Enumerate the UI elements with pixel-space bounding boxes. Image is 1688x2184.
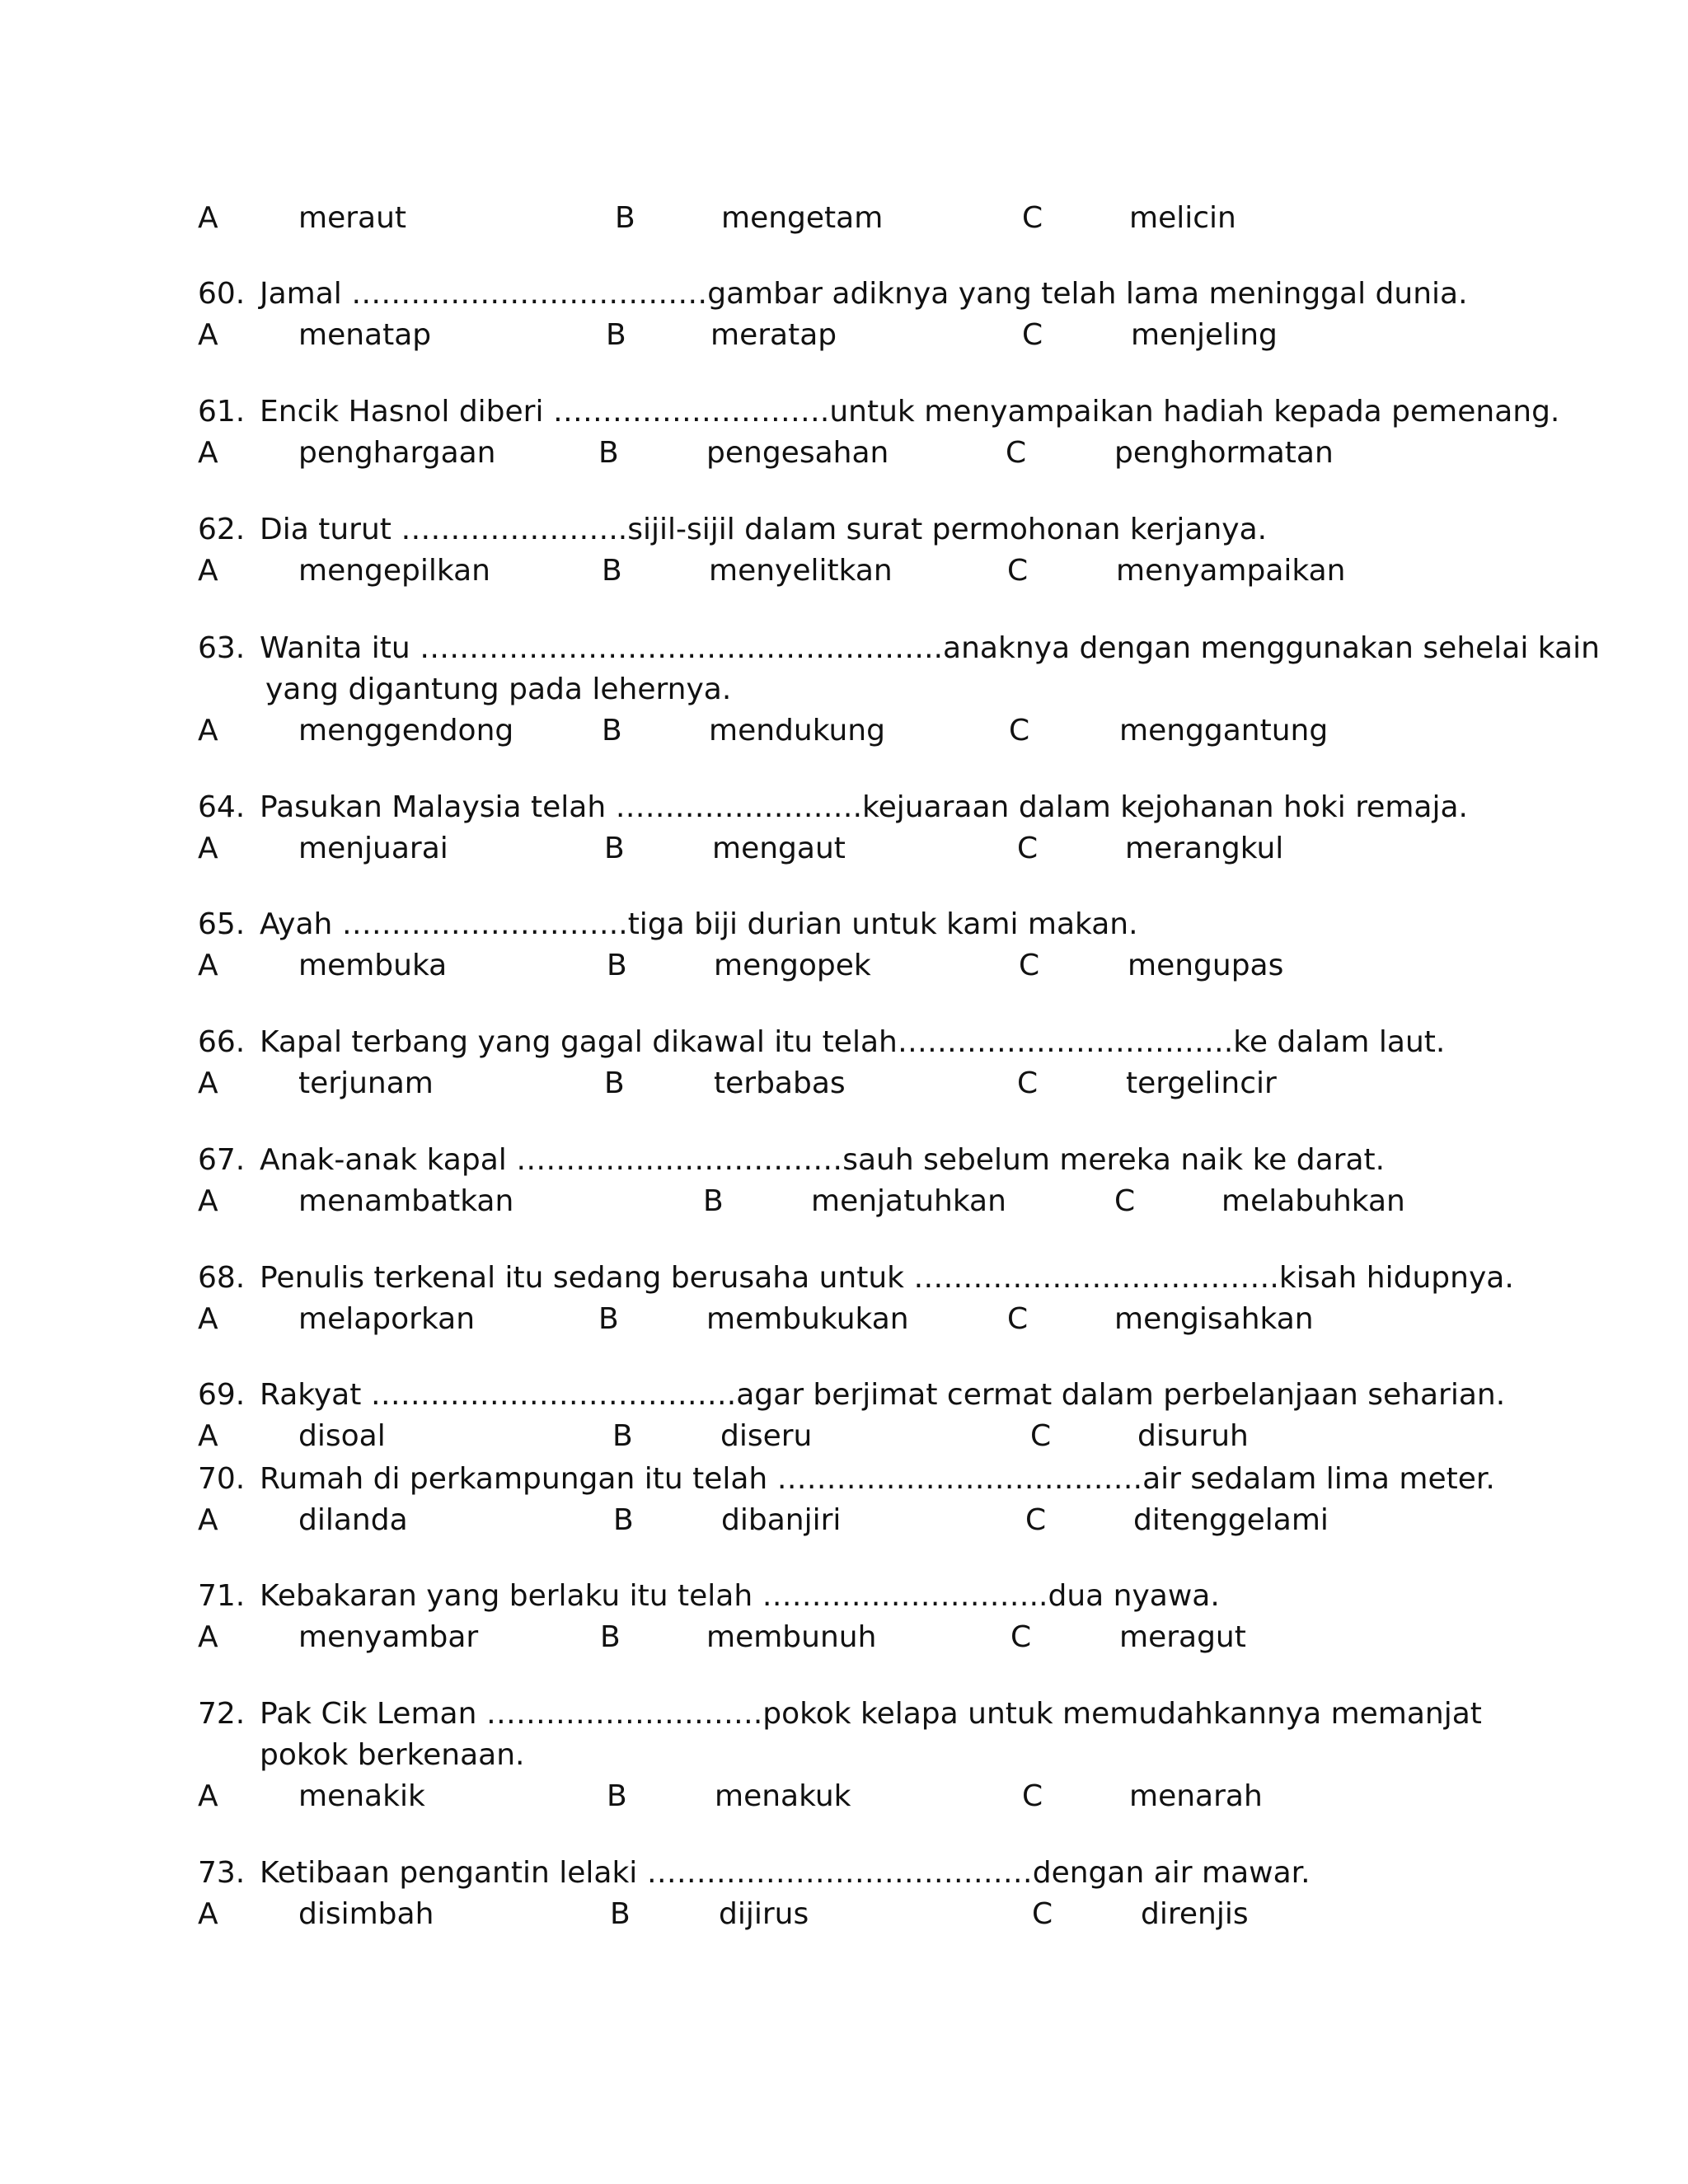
option-letter-b: B (602, 554, 622, 588)
options-row (0, 433, 1566, 474)
option-letter-c: C (1022, 318, 1043, 352)
options-row (0, 1416, 1566, 1457)
option-letter-a: A (198, 554, 218, 588)
option-letter-c: C (1022, 201, 1043, 235)
option-a-text: disoal (298, 1419, 386, 1453)
option-letter-c: C (1007, 1302, 1029, 1336)
question-number: 60. (198, 277, 246, 311)
option-b-text: menakuk (715, 1779, 851, 1813)
option-letter-a: A (198, 1779, 218, 1813)
option-letter-b: B (610, 1897, 631, 1931)
option-letter-a: A (198, 1419, 218, 1453)
options-row (0, 945, 1566, 987)
question-63 (198, 628, 1688, 669)
question-69 (198, 1375, 1688, 1416)
question-67 (198, 1140, 1688, 1181)
question-number: 68. (198, 1261, 246, 1295)
option-b-text: mengetam (721, 201, 884, 235)
options-row (0, 1299, 1566, 1340)
option-a-text: membuka (298, 949, 448, 982)
options-row (0, 828, 1566, 869)
option-letter-a: A (198, 1184, 218, 1218)
question-65 (198, 904, 1688, 945)
option-letter-a: A (198, 949, 218, 982)
option-a-text: disimbah (298, 1897, 434, 1931)
option-letter-b: B (600, 1620, 621, 1654)
option-letter-a: A (198, 832, 218, 865)
question-number: 73. (198, 1856, 246, 1890)
option-letter-c: C (1019, 949, 1040, 982)
option-letter-c: C (1030, 1419, 1052, 1453)
question-text: Pasukan Malaysia telah …………………….kejuaraan dalam kejohanan hoki remaja. (260, 790, 1468, 824)
question-66 (198, 1022, 1688, 1063)
option-letter-a: A (198, 1302, 218, 1336)
option-a-text: mengepilkan (298, 554, 490, 588)
option-a-text: terjunam (298, 1066, 434, 1100)
option-letter-b: B (604, 832, 625, 865)
option-c-text: meragut (1119, 1620, 1246, 1654)
question-text: Encik Hasnol diberi ……………………….untuk menyampaikan hadiah kepada pemenang. (260, 395, 1560, 429)
option-letter-b: B (607, 1779, 627, 1813)
question-text: Dia turut …………………..sijil-sijil dalam surat permohonan kerjanya. (260, 513, 1268, 546)
question-number: 65. (198, 907, 246, 941)
question-62 (198, 509, 1688, 551)
option-letter-b: B (598, 1302, 619, 1336)
option-b-text: mengaut (712, 832, 846, 865)
option-c-text: penghormatan (1114, 436, 1334, 470)
option-letter-c: C (1010, 1620, 1032, 1654)
option-letter-a: A (198, 1620, 218, 1654)
option-a-text: meraut (298, 201, 407, 235)
question-number: 69. (198, 1378, 246, 1412)
option-letter-c: C (1114, 1184, 1136, 1218)
option-letter-b: B (703, 1184, 724, 1218)
question-71 (198, 1576, 1688, 1617)
leading-options-row (0, 198, 1566, 239)
question-text: Ayah ………………………..tiga biji durian untuk kami makan. (260, 907, 1138, 941)
option-c-text: ditenggelami (1133, 1503, 1329, 1537)
question-continuation: pokok berkenaan. (260, 1738, 525, 1772)
question-text: Wanita itu ……………………………………………..anaknya dengan menggunakan sehelai kain (260, 631, 1600, 665)
option-b-text: pengesahan (706, 436, 889, 470)
option-c-text: mengisahkan (1114, 1302, 1314, 1336)
option-b-text: terbabas (714, 1066, 846, 1100)
option-b-text: diseru (720, 1419, 813, 1453)
option-a-text: menatap (298, 318, 432, 352)
question-number: 63. (198, 631, 246, 665)
question-number: 64. (198, 790, 246, 824)
option-b-text: mendukung (709, 714, 885, 748)
option-b-text: membunuh (706, 1620, 877, 1654)
question-60 (198, 274, 1688, 315)
question-number: 61. (198, 395, 246, 429)
option-letter-a: A (198, 318, 218, 352)
option-letter-b: B (604, 1066, 625, 1100)
option-b-text: meratap (710, 318, 837, 352)
option-a-text: menambatkan (298, 1184, 514, 1218)
option-letter-a: A (198, 1066, 218, 1100)
option-a-text: dilanda (298, 1503, 408, 1537)
option-c-text: tergelincir (1126, 1066, 1277, 1100)
option-c-text: merangkul (1125, 832, 1284, 865)
options-row (0, 1063, 1566, 1104)
question-61 (198, 391, 1688, 433)
option-letter-a: A (198, 1503, 218, 1537)
question-text: Penulis terkenal itu sedang berusaha untuk ……………………………….kisah hidupnya. (260, 1261, 1514, 1295)
option-letter-c: C (1022, 1779, 1043, 1813)
options-row (0, 1500, 1566, 1541)
option-letter-a: A (198, 201, 218, 235)
option-c-text: menyampaikan (1116, 554, 1346, 588)
option-a-text: menyambar (298, 1620, 479, 1654)
question-73 (198, 1853, 1688, 1894)
option-c-text: menarah (1129, 1779, 1263, 1813)
option-b-text: dijirus (719, 1897, 809, 1931)
option-c-text: menjeling (1131, 318, 1278, 352)
option-letter-a: A (198, 436, 218, 470)
option-letter-c: C (1017, 1066, 1039, 1100)
question-72 (198, 1694, 1688, 1735)
options-row (0, 1617, 1566, 1658)
option-b-text: menjatuhkan (811, 1184, 1006, 1218)
options-row (0, 1894, 1566, 1935)
option-letter-b: B (602, 714, 622, 748)
question-70 (198, 1459, 1688, 1500)
question-text: Rumah di perkampungan itu telah ……………………………….air sedalam lima meter. (260, 1462, 1495, 1496)
option-c-text: mengupas (1128, 949, 1284, 982)
option-letter-c: C (1017, 832, 1039, 865)
option-letter-a: A (198, 1897, 218, 1931)
question-text: Jamal ………………………………gambar adiknya yang telah lama meninggal dunia. (260, 277, 1468, 311)
question-64 (198, 787, 1688, 828)
option-letter-b: B (612, 1419, 633, 1453)
options-row (0, 1776, 1566, 1817)
option-letter-c: C (1009, 714, 1030, 748)
options-row (0, 551, 1566, 592)
question-number: 67. (198, 1143, 246, 1177)
options-row (0, 710, 1566, 752)
question-number: 71. (198, 1579, 246, 1613)
option-a-text: penghargaan (298, 436, 496, 470)
question-number: 72. (198, 1697, 246, 1731)
option-c-text: disuruh (1137, 1419, 1249, 1453)
option-letter-c: C (1007, 554, 1029, 588)
option-letter-b: B (606, 318, 626, 352)
question-text: Rakyat ……………………………….agar berjimat cermat dalam perbelanjaan seharian. (260, 1378, 1506, 1412)
option-letter-b: B (613, 1503, 634, 1537)
option-letter-a: A (198, 714, 218, 748)
question-text: Anak-anak kapal ……………………………sauh sebelum mereka naik ke darat. (260, 1143, 1386, 1177)
option-b-text: mengopek (714, 949, 871, 982)
options-row (0, 1181, 1566, 1222)
option-a-text: menakik (298, 1779, 425, 1813)
option-c-text: melicin (1129, 201, 1236, 235)
option-a-text: menjuarai (298, 832, 448, 865)
question-68 (198, 1258, 1688, 1299)
option-a-text: melaporkan (298, 1302, 476, 1336)
option-c-text: direnjis (1141, 1897, 1249, 1931)
option-letter-b: B (615, 201, 635, 235)
question-continuation: yang digantung pada lehernya. (265, 673, 732, 706)
option-b-text: membukukan (706, 1302, 909, 1336)
option-letter-b: B (607, 949, 627, 982)
option-b-text: dibanjiri (721, 1503, 842, 1537)
question-number: 70. (198, 1462, 246, 1496)
option-letter-c: C (1032, 1897, 1053, 1931)
question-text: Kebakaran yang berlaku itu telah ………………………..dua nyawa. (260, 1579, 1220, 1613)
option-a-text: menggendong (298, 714, 514, 748)
question-text: Pak Cik Leman ……………………….pokok kelapa untuk memudahkannya memanjat (260, 1697, 1482, 1731)
option-b-text: menyelitkan (709, 554, 893, 588)
question-text: Kapal terbang yang gagal dikawal itu telah…………………………….ke dalam laut. (260, 1025, 1446, 1059)
question-number: 66. (198, 1025, 246, 1059)
question-number: 62. (198, 513, 246, 546)
option-c-text: menggantung (1119, 714, 1329, 748)
options-row (0, 315, 1566, 356)
option-letter-c: C (1025, 1503, 1047, 1537)
option-letter-c: C (1006, 436, 1027, 470)
option-letter-b: B (598, 436, 619, 470)
option-c-text: melabuhkan (1221, 1184, 1405, 1218)
question-text: Ketibaan pengantin lelaki …………………………………dengan air mawar. (260, 1856, 1311, 1890)
